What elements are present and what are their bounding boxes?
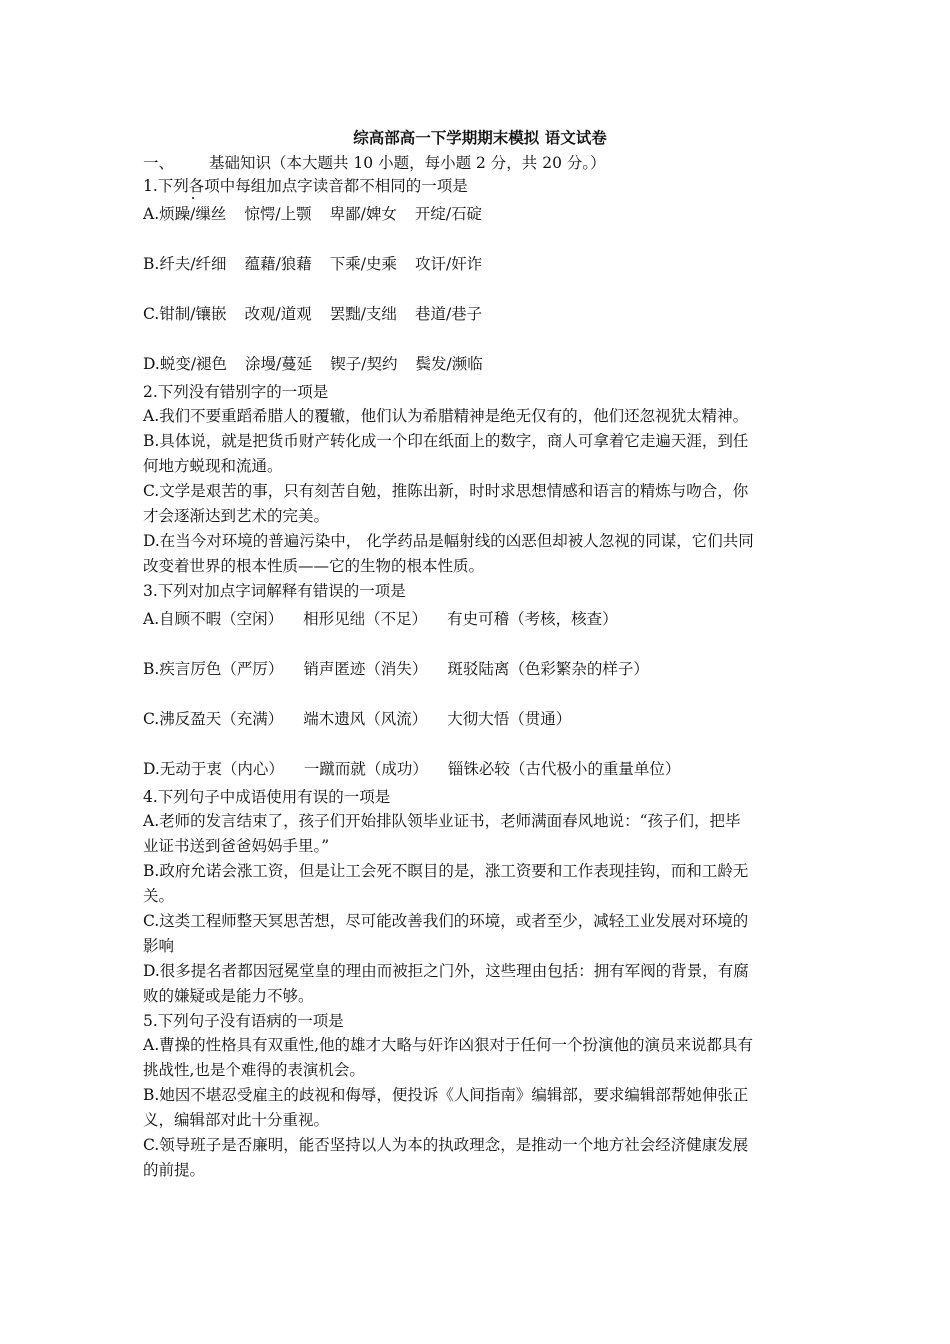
q1-option-b <box>143 252 811 276</box>
q2-option-b-line1: B.具体说，就是把货币财产转化成一个印在纸面上的数字，商人可拿着它走遍天涯，到任 <box>143 432 749 450</box>
option-label: A. <box>143 205 160 223</box>
option-item: 斑驳陆离（色彩繁杂的样子） <box>447 660 649 678</box>
option-label: A. <box>143 610 160 628</box>
section-heading <box>143 152 811 174</box>
option-item: 攻讦/奸诈 <box>415 255 483 273</box>
option-item: 纤夫/纤细 <box>159 255 227 273</box>
option-label: B. <box>143 255 160 273</box>
q3-option-d <box>143 757 811 781</box>
q3-option-a <box>143 607 811 631</box>
option-item: 疾言厉色（严厉） <box>159 660 284 678</box>
q2-option-d-line2: 改变着世界的根本性质——它的生物的根本性质。 <box>143 557 485 575</box>
q4-option-b-line1: B.政府允诺会涨工资，但是让工会死不瞑目的是，涨工资要和工作表现挂钩，而和工龄无 <box>143 862 749 880</box>
option-item: 开绽/石碇 <box>414 205 483 223</box>
q1-option-d <box>143 352 811 376</box>
option-item: 沸反盈天（充满） <box>159 710 284 728</box>
q3-option-c <box>143 707 811 731</box>
option-item: 卑鄙/婢女 <box>329 205 397 223</box>
q4-option-c-line2: 影响 <box>143 937 175 955</box>
option-item: 有史可稽（考核，核查） <box>447 610 618 628</box>
q1-stem: 1.下列各项中每组加点字读音都不相同的一项是 <box>143 177 468 195</box>
q4-option-d-line1: D.很多提名者都因冠冕堂皇的理由而被拒之门外，这些理由包括：拥有军阀的背景，有腐 <box>143 962 749 980</box>
q3-stem: 3.下列对加点字词解释有错误的一项是 <box>143 582 406 600</box>
option-label: D. <box>143 355 160 373</box>
q5-option-c-line2: 的前提。 <box>143 1161 206 1179</box>
section-number: 一、 <box>143 154 175 172</box>
option-item: 惊愕/上颚 <box>244 205 312 223</box>
option-item: 鬓发/濒临 <box>415 355 483 373</box>
q5-stem: 5.下列句子没有语病的一项是 <box>143 1012 344 1030</box>
q4-stem: 4.下列句子中成语使用有误的一项是 <box>143 788 391 806</box>
option-item: 涂墁/蔓延 <box>245 355 313 373</box>
option-item: 巷道/巷子 <box>414 305 483 323</box>
option-label: B. <box>143 660 160 678</box>
option-item: 相形见绌（不足） <box>303 610 428 628</box>
option-item: 下乘/史乘 <box>329 255 398 273</box>
q1-option-c <box>143 302 811 326</box>
option-item: 烦躁/缫丝 <box>159 202 226 226</box>
section-text: 基础知识（本大题共 10 小题，每小题 2 分，共 20 分。） <box>209 154 606 172</box>
q2-option-b-line2: 何地方蜕现和流通。 <box>143 457 283 475</box>
q2-option-c-line1: C.文学是艰苦的事，只有刻苦自勉，推陈出新，时时求思想情感和语言的精炼与吻合，你 <box>143 482 749 500</box>
q2-option-c-line2: 才会逐渐达到艺术的完美。 <box>143 507 330 525</box>
q4-option-a-line1: A.老师的发言结束了，孩子们开始排队领毕业证书，老师满面春风地说：“孩子们，把毕 <box>143 812 741 830</box>
exam-page <box>143 128 811 1183</box>
q4-option-d-line2: 败的嫌疑或是能力不够。 <box>143 987 314 1005</box>
option-item: 端木遗风（风流） <box>303 710 428 728</box>
exam-title: 综高部高一下学期期末模拟 语文试卷 <box>353 128 607 147</box>
q3-option-b <box>143 657 811 681</box>
q5-option-b-line1: B.她因不堪忍受雇主的歧视和侮辱，便投诉《人间指南》编辑部，要求编辑部帮她伸张正 <box>143 1086 749 1104</box>
q5-option-c-line1: C.领导班子是否廉明，能否坚持以人为本的执政理念，是推动一个地方社会经济健康发展 <box>143 1136 749 1154</box>
option-item: 自顾不暇（空闲） <box>159 610 284 628</box>
option-item: 一蹴而就（成功） <box>303 760 428 778</box>
q2-option-a: A.我们不要重蹈希腊人的覆辙，他们认为希腊精神是绝无仅有的，他们还忽视犹太精神。 <box>143 407 749 425</box>
q1-option-a <box>143 202 811 226</box>
option-item: 钳制/镶嵌 <box>159 305 227 323</box>
option-item: 无动于衷（内心） <box>159 760 284 778</box>
q5-option-a-line2: 挑战性,也是个难得的表演机会。 <box>143 1061 365 1079</box>
q5-option-b-line2: 义，编辑部对此十分重视。 <box>143 1111 330 1129</box>
q4-option-a-line2: 业证书送到爸爸妈妈手里。” <box>143 837 330 855</box>
option-item: 罢黜/支绌 <box>329 305 397 323</box>
option-label: C. <box>143 710 160 728</box>
option-label: C. <box>143 305 160 323</box>
option-item: 销声匿迹（消失） <box>303 660 428 678</box>
q2-option-d-line1: D.在当今对环境的普遍污染中， 化学药品是幅射线的凶恶但却被人忽视的同谋，它们共同 <box>143 532 754 550</box>
option-item: 蜕变/褪色 <box>159 355 228 373</box>
q2-stem: 2.下列没有错别字的一项是 <box>143 383 329 401</box>
option-item: 锱铢必较（古代极小的重量单位） <box>447 760 681 778</box>
option-item: 锲子/契约 <box>330 355 398 373</box>
q4-option-b-line2: 关。 <box>143 887 175 905</box>
option-label: D. <box>143 760 160 778</box>
q5-option-a-line1: A.曹操的性格具有双重性,他的雄才大略与奸诈凶狠对于任何一个扮演他的演员来说都具有 <box>143 1036 754 1054</box>
option-item: 改观/道观 <box>244 305 312 323</box>
option-item: 大彻大悟（贯通） <box>447 710 572 728</box>
q4-option-c-line1: C.这类工程师整天冥思苦想，尽可能改善我们的环境，或者至少，减轻工业发展对环境的 <box>143 912 749 930</box>
option-item: 蕴藉/狼藉 <box>244 255 312 273</box>
